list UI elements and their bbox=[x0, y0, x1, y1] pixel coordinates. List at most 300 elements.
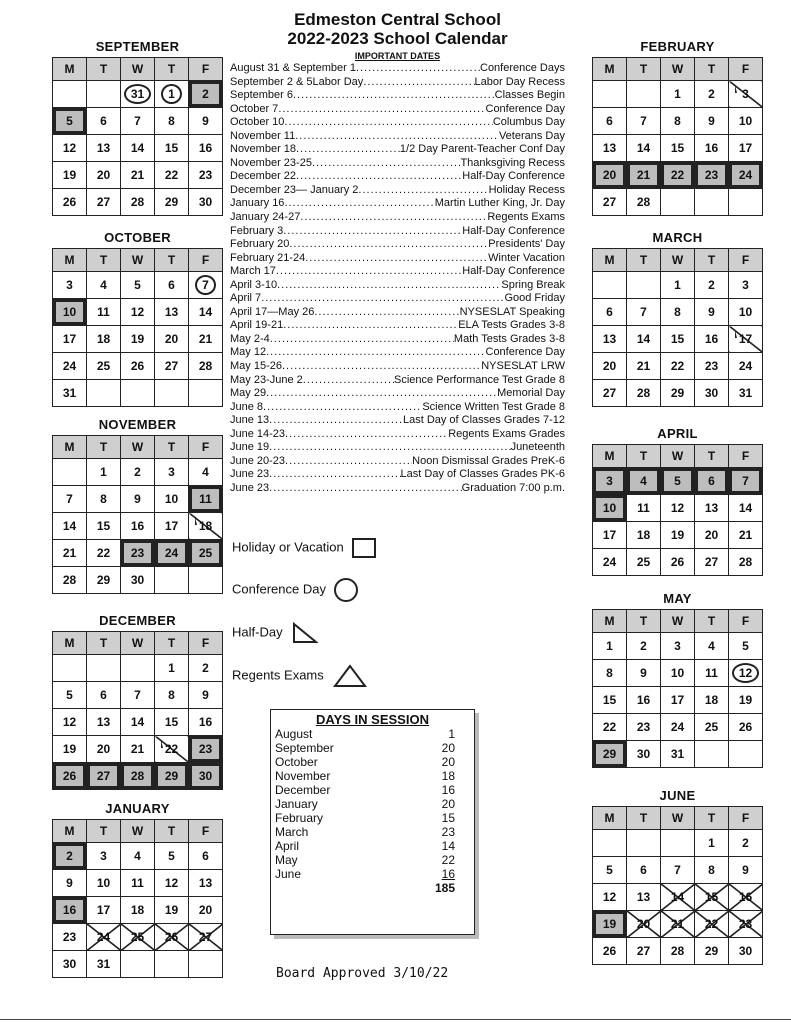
date-text: December 23— January 2 bbox=[230, 183, 359, 196]
day-number: 14 bbox=[738, 501, 753, 515]
event-text: Conference Day bbox=[485, 346, 565, 359]
day-cell bbox=[53, 843, 87, 870]
day-cell bbox=[87, 843, 121, 870]
day-cell bbox=[695, 135, 729, 162]
day-number: 8 bbox=[708, 863, 715, 877]
day-cell bbox=[661, 353, 695, 380]
day-cell bbox=[729, 189, 763, 216]
legend-halfday bbox=[232, 622, 318, 644]
dot-leader bbox=[293, 89, 495, 103]
event-text: NYSESLAT Speaking bbox=[459, 305, 565, 318]
day-number: 22 bbox=[602, 720, 617, 734]
important-date-row bbox=[230, 401, 565, 415]
day-cell bbox=[189, 326, 223, 353]
day-cell bbox=[87, 486, 121, 513]
day-number: 29 bbox=[164, 769, 179, 783]
day-cell bbox=[189, 924, 223, 951]
day-number: 14 bbox=[670, 890, 685, 904]
day-cell bbox=[87, 108, 121, 135]
weekday-header: M bbox=[53, 58, 87, 81]
important-date-row bbox=[230, 62, 565, 76]
day-number: 8 bbox=[168, 688, 175, 702]
session-days: 14 bbox=[441, 839, 455, 853]
calendar-header bbox=[230, 10, 565, 496]
day-cell bbox=[155, 870, 189, 897]
day-cell bbox=[661, 741, 695, 768]
dot-leader bbox=[283, 225, 462, 239]
day-cell bbox=[695, 857, 729, 884]
day-number: 26 bbox=[164, 930, 179, 944]
day-cell bbox=[53, 682, 87, 709]
day-cell bbox=[593, 353, 627, 380]
day-number: 26 bbox=[602, 944, 617, 958]
day-cell bbox=[53, 655, 87, 682]
dot-leader bbox=[282, 360, 481, 374]
calendar-october bbox=[52, 230, 223, 407]
dot-leader bbox=[285, 455, 412, 469]
weekday-header: W bbox=[661, 445, 695, 468]
day-number: 7 bbox=[674, 863, 681, 877]
important-date-row bbox=[230, 265, 565, 279]
day-number: 19 bbox=[62, 742, 77, 756]
day-cell bbox=[87, 870, 121, 897]
day-cell bbox=[593, 189, 627, 216]
day-number: 13 bbox=[602, 141, 617, 155]
day-cell bbox=[593, 714, 627, 741]
day-number: 4 bbox=[100, 278, 107, 292]
board-approval: Board Approved 3/10/22 bbox=[276, 966, 449, 981]
day-number: 2 bbox=[66, 849, 73, 863]
day-cell bbox=[189, 108, 223, 135]
session-month: April bbox=[275, 839, 300, 853]
day-cell bbox=[593, 741, 627, 768]
month-title: FEBRUARY bbox=[640, 39, 715, 54]
day-cell bbox=[729, 911, 763, 938]
day-cell bbox=[53, 567, 87, 594]
important-date-row bbox=[230, 89, 565, 103]
session-row bbox=[271, 741, 474, 755]
day-number: 8 bbox=[606, 666, 613, 680]
day-number: 26 bbox=[130, 359, 145, 373]
day-cell bbox=[593, 938, 627, 965]
weekday-header: T bbox=[627, 445, 661, 468]
dot-leader bbox=[358, 184, 488, 198]
day-cell bbox=[121, 380, 155, 407]
day-cell bbox=[729, 495, 763, 522]
day-number: 26 bbox=[62, 769, 77, 783]
day-number: 12 bbox=[164, 876, 179, 890]
day-number: 13 bbox=[704, 501, 719, 515]
day-cell bbox=[661, 326, 695, 353]
day-cell bbox=[121, 272, 155, 299]
day-number: 3 bbox=[674, 639, 681, 653]
important-date-row bbox=[230, 116, 565, 130]
day-cell bbox=[121, 843, 155, 870]
day-cell bbox=[155, 513, 189, 540]
day-number: 2 bbox=[708, 278, 715, 292]
day-number: 9 bbox=[134, 492, 141, 506]
day-cell bbox=[695, 687, 729, 714]
day-number: 20 bbox=[704, 528, 719, 542]
weekday-header: M bbox=[593, 445, 627, 468]
day-number: 4 bbox=[708, 639, 715, 653]
day-number: 10 bbox=[738, 114, 753, 128]
day-number: 19 bbox=[62, 168, 77, 182]
day-number: 16 bbox=[636, 693, 651, 707]
date-text: May 12 bbox=[230, 346, 267, 359]
circle-icon bbox=[334, 578, 358, 602]
day-number: 1 bbox=[100, 465, 107, 479]
day-cell bbox=[593, 495, 627, 522]
day-cell bbox=[121, 870, 155, 897]
day-number: 12 bbox=[732, 663, 759, 683]
day-number: 23 bbox=[738, 917, 753, 931]
important-date-row bbox=[230, 211, 565, 225]
dot-leader bbox=[363, 76, 474, 90]
day-number: 30 bbox=[130, 573, 145, 587]
day-number: 29 bbox=[670, 386, 685, 400]
session-days: 18 bbox=[441, 769, 455, 783]
day-number: 21 bbox=[670, 917, 685, 931]
important-date-row bbox=[230, 319, 565, 333]
day-cell bbox=[729, 326, 763, 353]
session-month: December bbox=[275, 783, 331, 797]
day-cell bbox=[593, 162, 627, 189]
day-number: 4 bbox=[202, 465, 209, 479]
day-cell bbox=[661, 687, 695, 714]
day-cell bbox=[593, 830, 627, 857]
session-month: March bbox=[275, 825, 309, 839]
days-in-session-box bbox=[270, 709, 475, 935]
session-month: September bbox=[275, 741, 334, 755]
day-cell bbox=[593, 687, 627, 714]
day-number: 6 bbox=[100, 114, 107, 128]
day-cell bbox=[729, 830, 763, 857]
weekday-header: W bbox=[121, 58, 155, 81]
day-cell bbox=[627, 687, 661, 714]
day-number: 17 bbox=[738, 141, 753, 155]
weekday-header: T bbox=[627, 610, 661, 633]
day-number: 22 bbox=[96, 546, 111, 560]
day-cell bbox=[53, 951, 87, 978]
day-cell bbox=[593, 326, 627, 353]
weekday-header: M bbox=[593, 610, 627, 633]
day-cell bbox=[155, 135, 189, 162]
day-cell bbox=[627, 326, 661, 353]
day-cell bbox=[661, 189, 695, 216]
day-number: 2 bbox=[742, 836, 749, 850]
day-cell bbox=[627, 495, 661, 522]
weekday-header: T bbox=[155, 820, 189, 843]
day-cell bbox=[729, 714, 763, 741]
calendar-march bbox=[592, 230, 763, 407]
day-cell bbox=[155, 486, 189, 513]
dot-leader bbox=[284, 116, 492, 130]
day-cell bbox=[189, 843, 223, 870]
event-text: Spring Break bbox=[501, 278, 565, 291]
legend-label: Holiday or Vacation bbox=[232, 539, 344, 555]
day-cell bbox=[53, 108, 87, 135]
day-cell bbox=[661, 522, 695, 549]
event-text: Half-Day Conference bbox=[462, 265, 565, 278]
day-cell bbox=[627, 272, 661, 299]
day-number: 25 bbox=[704, 720, 719, 734]
day-cell bbox=[155, 682, 189, 709]
dot-leader bbox=[303, 374, 394, 388]
weekday-header: M bbox=[593, 249, 627, 272]
day-number: 9 bbox=[202, 688, 209, 702]
day-cell bbox=[121, 486, 155, 513]
day-number: 7 bbox=[640, 305, 647, 319]
event-text: Memorial Day bbox=[497, 387, 565, 400]
dot-leader bbox=[269, 441, 510, 455]
day-number: 28 bbox=[62, 573, 77, 587]
weekday-header: W bbox=[121, 436, 155, 459]
session-days: 16 bbox=[441, 783, 455, 797]
day-number: 2 bbox=[640, 639, 647, 653]
dot-leader bbox=[285, 428, 448, 442]
day-number: 17 bbox=[670, 693, 685, 707]
day-number: 9 bbox=[708, 114, 715, 128]
day-number: 8 bbox=[674, 114, 681, 128]
day-cell bbox=[627, 549, 661, 576]
day-number: 6 bbox=[606, 114, 613, 128]
day-cell bbox=[189, 736, 223, 763]
day-number: 24 bbox=[738, 168, 753, 182]
day-number: 30 bbox=[198, 769, 213, 783]
day-cell bbox=[121, 189, 155, 216]
day-number: 29 bbox=[602, 747, 617, 761]
weekday-header: M bbox=[53, 820, 87, 843]
day-number: 31 bbox=[62, 386, 77, 400]
day-number: 1 bbox=[606, 639, 613, 653]
day-number: 22 bbox=[164, 168, 179, 182]
day-cell bbox=[627, 189, 661, 216]
day-cell bbox=[627, 857, 661, 884]
legend-label: Half-Day bbox=[232, 624, 283, 640]
day-cell bbox=[661, 162, 695, 189]
day-number: 10 bbox=[602, 501, 617, 515]
day-cell bbox=[593, 380, 627, 407]
day-cell bbox=[695, 741, 729, 768]
day-cell bbox=[593, 135, 627, 162]
day-number: 27 bbox=[704, 555, 719, 569]
day-number: 3 bbox=[606, 474, 613, 488]
day-cell bbox=[661, 108, 695, 135]
date-text: February 21-24 bbox=[230, 251, 306, 264]
day-cell bbox=[87, 459, 121, 486]
day-number: 29 bbox=[96, 573, 111, 587]
day-number: 25 bbox=[130, 930, 145, 944]
event-text: Half-Day Conference bbox=[462, 224, 565, 237]
calendar-january bbox=[52, 801, 223, 978]
day-cell bbox=[593, 81, 627, 108]
session-month: November bbox=[275, 769, 331, 783]
day-number: 18 bbox=[130, 903, 145, 917]
day-number: 6 bbox=[606, 305, 613, 319]
weekday-header: W bbox=[121, 632, 155, 655]
weekday-header: M bbox=[53, 249, 87, 272]
day-cell bbox=[87, 513, 121, 540]
day-cell bbox=[53, 81, 87, 108]
day-cell bbox=[121, 513, 155, 540]
day-number: 11 bbox=[705, 666, 718, 680]
day-cell bbox=[627, 380, 661, 407]
day-number: 31 bbox=[670, 747, 685, 761]
dot-leader bbox=[261, 292, 504, 306]
dot-leader bbox=[283, 319, 458, 333]
calendar-april bbox=[592, 426, 763, 576]
day-number: 20 bbox=[198, 903, 213, 917]
day-cell bbox=[53, 540, 87, 567]
date-text: June 20-23 bbox=[230, 454, 286, 467]
calendar-september bbox=[52, 39, 223, 216]
day-cell bbox=[695, 714, 729, 741]
important-date-row bbox=[230, 157, 565, 171]
day-number: 1 bbox=[161, 84, 182, 104]
day-number: 19 bbox=[738, 693, 753, 707]
day-cell bbox=[695, 495, 729, 522]
day-cell bbox=[121, 353, 155, 380]
day-cell bbox=[155, 709, 189, 736]
day-number: 27 bbox=[198, 930, 213, 944]
weekday-header: M bbox=[53, 632, 87, 655]
day-number: 31 bbox=[124, 84, 151, 104]
weekday-header: M bbox=[53, 436, 87, 459]
calendar-february bbox=[592, 39, 763, 216]
calendar-grid bbox=[52, 631, 223, 790]
event-text: Half-Day Conference bbox=[462, 170, 565, 183]
day-number: 24 bbox=[164, 546, 179, 560]
day-number: 11 bbox=[637, 501, 650, 515]
day-cell bbox=[87, 81, 121, 108]
day-cell bbox=[87, 567, 121, 594]
day-cell bbox=[189, 380, 223, 407]
day-number: 26 bbox=[670, 555, 685, 569]
days-in-session-list bbox=[271, 727, 474, 895]
day-number: 3 bbox=[66, 278, 73, 292]
day-cell bbox=[593, 660, 627, 687]
day-cell bbox=[121, 567, 155, 594]
day-cell bbox=[627, 162, 661, 189]
day-number: 9 bbox=[202, 114, 209, 128]
dot-leader bbox=[278, 103, 485, 117]
day-number: 23 bbox=[198, 742, 213, 756]
event-text: Winter Vacation bbox=[488, 251, 565, 264]
day-cell bbox=[729, 299, 763, 326]
event-text: NYSESLAT LRW bbox=[481, 360, 565, 373]
dot-leader bbox=[276, 265, 462, 279]
day-number: 16 bbox=[704, 332, 719, 346]
day-number: 3 bbox=[742, 87, 749, 101]
day-cell bbox=[695, 272, 729, 299]
day-cell bbox=[695, 633, 729, 660]
important-date-row bbox=[230, 76, 565, 90]
day-number: 17 bbox=[738, 332, 753, 346]
calendar-grid bbox=[52, 819, 223, 978]
date-text: April 17—May 26 bbox=[230, 305, 315, 318]
day-cell bbox=[695, 911, 729, 938]
event-text: Thanksgiving Recess bbox=[460, 156, 565, 169]
important-date-row bbox=[230, 428, 565, 442]
day-number: 28 bbox=[130, 769, 145, 783]
session-row bbox=[271, 853, 474, 867]
day-number: 19 bbox=[602, 917, 617, 931]
day-number: 20 bbox=[602, 168, 617, 182]
day-cell bbox=[53, 459, 87, 486]
day-number: 23 bbox=[704, 168, 719, 182]
important-date-row bbox=[230, 279, 565, 293]
day-number: 15 bbox=[96, 519, 111, 533]
important-dates-list bbox=[230, 62, 565, 496]
calendar-june bbox=[592, 788, 763, 965]
day-number: 21 bbox=[636, 359, 651, 373]
day-cell bbox=[729, 660, 763, 687]
day-number: 11 bbox=[199, 492, 212, 506]
calendar-grid bbox=[592, 444, 763, 576]
day-cell bbox=[121, 299, 155, 326]
day-cell bbox=[593, 522, 627, 549]
day-cell bbox=[87, 763, 121, 790]
month-title: JANUARY bbox=[105, 801, 170, 816]
day-cell bbox=[189, 299, 223, 326]
day-number: 10 bbox=[738, 305, 753, 319]
day-cell bbox=[121, 763, 155, 790]
weekday-header: M bbox=[593, 807, 627, 830]
session-row bbox=[271, 727, 474, 741]
day-number: 15 bbox=[602, 693, 617, 707]
day-number: 16 bbox=[62, 903, 77, 917]
day-cell bbox=[695, 380, 729, 407]
day-number: 18 bbox=[704, 693, 719, 707]
important-date-row bbox=[230, 441, 565, 455]
date-text: December 22 bbox=[230, 170, 297, 183]
day-cell bbox=[155, 272, 189, 299]
weekday-header: F bbox=[729, 807, 763, 830]
day-cell bbox=[87, 682, 121, 709]
weekday-header: F bbox=[729, 58, 763, 81]
day-cell bbox=[121, 108, 155, 135]
day-cell bbox=[189, 162, 223, 189]
weekday-header: T bbox=[87, 58, 121, 81]
day-cell bbox=[53, 162, 87, 189]
calendar-grid bbox=[52, 248, 223, 407]
day-cell bbox=[189, 567, 223, 594]
date-text: February 3 bbox=[230, 224, 284, 237]
event-text: ELA Tests Grades 3-8 bbox=[458, 319, 565, 332]
dot-leader bbox=[269, 482, 462, 496]
day-cell bbox=[695, 884, 729, 911]
day-number: 8 bbox=[674, 305, 681, 319]
day-cell bbox=[155, 189, 189, 216]
day-cell bbox=[121, 655, 155, 682]
important-date-row bbox=[230, 184, 565, 198]
day-number: 1 bbox=[674, 87, 681, 101]
dot-leader bbox=[296, 170, 462, 184]
day-cell bbox=[155, 299, 189, 326]
day-number: 23 bbox=[198, 168, 213, 182]
month-title: NOVEMBER bbox=[98, 417, 177, 432]
day-number: 10 bbox=[164, 492, 179, 506]
day-cell bbox=[661, 81, 695, 108]
day-number: 27 bbox=[602, 195, 617, 209]
dot-leader bbox=[266, 387, 497, 401]
important-date-row bbox=[230, 238, 565, 252]
day-number: 28 bbox=[636, 386, 651, 400]
dot-leader bbox=[263, 401, 422, 415]
day-number: 22 bbox=[670, 359, 685, 373]
date-text: September 2 & 5Labor Day bbox=[230, 75, 364, 88]
